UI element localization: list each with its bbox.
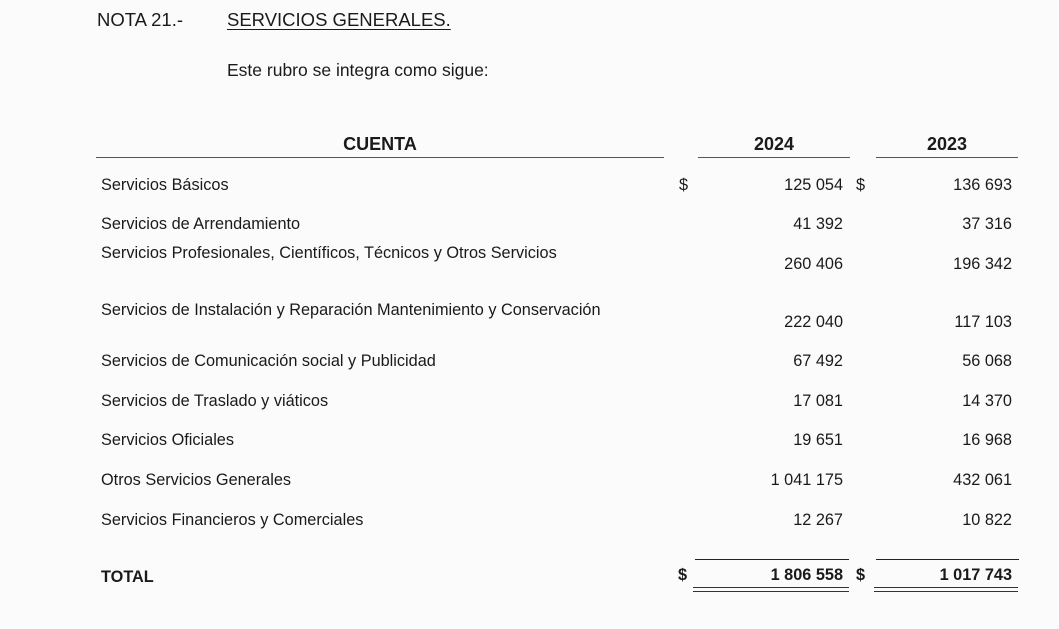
currency-symbol: $: [678, 566, 688, 584]
value-2023: 117 103: [954, 313, 1012, 331]
column-header-account: CUENTA: [343, 134, 417, 154]
value-2024: 260 406: [784, 255, 843, 273]
value-2024: 41 392: [793, 215, 843, 233]
row-label: Servicios Oficiales: [101, 431, 235, 449]
total-label: TOTAL: [101, 568, 154, 586]
note-number: NOTA 21.-: [97, 9, 184, 30]
header-rule-2023: [876, 157, 1018, 158]
total-2024: 1 806 558: [770, 566, 843, 584]
currency-symbol: $: [856, 176, 866, 194]
column-header-2023: 2023: [926, 134, 968, 154]
note-title: SERVICIOS GENERALES.: [227, 9, 451, 30]
value-2024: 17 081: [793, 392, 843, 410]
currency-symbol: $: [679, 176, 689, 194]
intro-text: Este rubro se integra como sigue:: [227, 60, 489, 80]
value-2024: 125 054: [784, 176, 843, 194]
value-2024: 67 492: [793, 352, 843, 370]
value-2023: 56 068: [962, 352, 1012, 370]
column-header-2024: 2024: [753, 134, 795, 154]
double-rule-2023: [874, 587, 1018, 592]
currency-symbol: $: [856, 566, 866, 584]
value-2023: 10 822: [962, 511, 1012, 529]
double-rule-2024: [693, 587, 849, 592]
row-label: Servicios de Comunicación social y Publicidad: [101, 352, 436, 370]
value-2023: 16 968: [962, 431, 1012, 449]
value-2023: 136 693: [953, 176, 1012, 194]
value-2024: 1 041 175: [770, 471, 843, 489]
header-rule-account: [96, 157, 664, 158]
sum-rule-2024: [695, 559, 849, 560]
value-2024: 222 040: [784, 313, 843, 331]
row-label: Servicios de Traslado y viáticos: [101, 392, 329, 410]
row-label: Servicios Profesionales, Científicos, Técnicos y Otros Servicios: [101, 244, 557, 262]
row-label: Servicios Básicos: [101, 176, 229, 194]
sum-rule-2023: [876, 559, 1019, 560]
value-2023: 37 316: [962, 215, 1012, 233]
row-label: Servicios de Instalación y Reparación Mantenimiento y Conservación: [101, 301, 601, 319]
value-2023: 14 370: [962, 392, 1012, 410]
row-label: Otros Servicios Generales: [101, 471, 292, 489]
row-label: Servicios de Arrendamiento: [101, 215, 301, 233]
value-2023: 432 061: [953, 471, 1012, 489]
row-label: Servicios Financieros y Comerciales: [101, 511, 364, 529]
header-rule-2024: [698, 157, 850, 158]
value-2024: 19 651: [793, 431, 843, 449]
value-2024: 12 267: [793, 511, 843, 529]
total-2023: 1 017 743: [939, 566, 1012, 584]
value-2023: 196 342: [953, 255, 1012, 273]
